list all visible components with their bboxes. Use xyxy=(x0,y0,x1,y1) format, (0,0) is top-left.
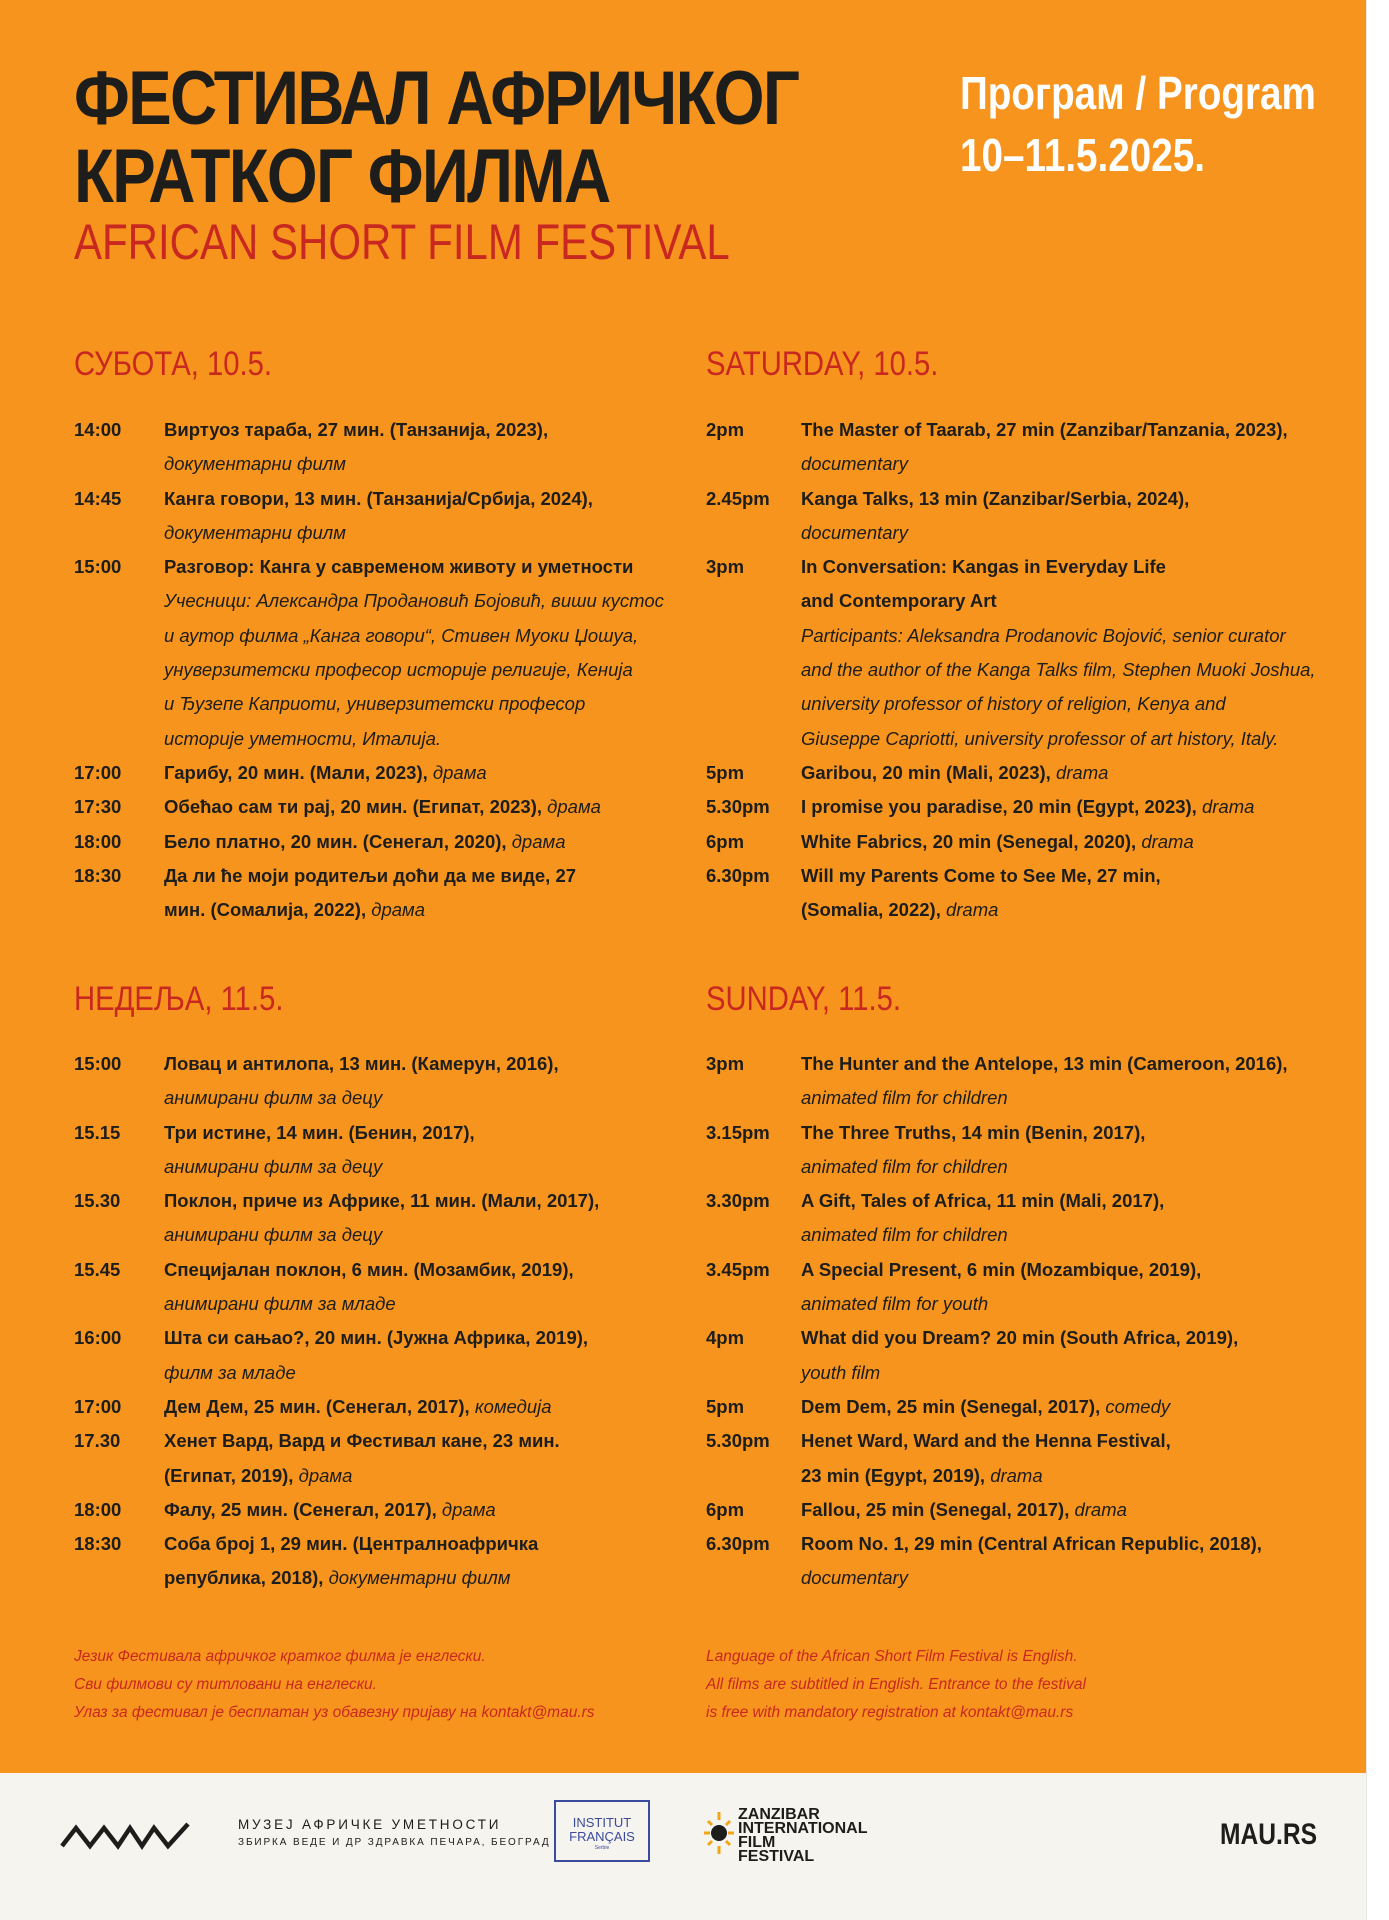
list-item: 3.30pm A Gift, Tales of Africa, 11 min (Mali, 2017), animated film for children xyxy=(706,1190,1165,1246)
list-item: 15.30 Поклон, приче из Африке, 11 мин. (Мали, 2017), анимирани филм за децу xyxy=(74,1190,600,1246)
saturday-heading-en: SATURDAY, 10.5. xyxy=(706,345,939,383)
page-edge xyxy=(1366,0,1389,1920)
list-item: 4pm What did you Dream? 20 min (South Africa, 2019), youth film xyxy=(706,1327,1239,1383)
list-item: 5.30pm I promise you paradise, 20 min (Egypt, 2023), drama xyxy=(706,796,1255,818)
list-item: 3pm In Conversation: Kangas in Everyday Life and Contemporary Art Participants: Aleksandra Prodanovic Bojović, senior curator and the author of the Kanga Talks film, Stephen Muoki Joshua, university professor of history of religion, Kenya and Giuseppe Capriotti, university professor of art history, Italy. xyxy=(706,556,1316,749)
footer xyxy=(0,1773,1366,1920)
zanzibar-film-festival-logo: ZANZIBAR INTERNATIONAL FILM FESTIVAL xyxy=(702,1808,736,1863)
list-item: 6pm Fallou, 25 min (Senegal, 2017), drama xyxy=(706,1498,1127,1520)
list-item: 5pm Dem Dem, 25 min (Senegal, 2017), comedy xyxy=(706,1395,1171,1417)
list-item: 18:30 Да ли ће моји родитељи доћи да ме виде, 27 мин. (Сомалија, 2022), драма xyxy=(74,864,577,921)
program-dates: 10–11.5.2025. xyxy=(960,129,1205,181)
list-item: 17:00 Гарибу, 20 мин. (Мали, 2023), драма xyxy=(74,761,487,783)
website-link[interactable]: MAU.RS xyxy=(1220,1818,1318,1851)
list-item: 18:00 Фалу, 25 мин. (Сенегал, 2017), драма xyxy=(74,1498,496,1520)
program-title: Програм / Program xyxy=(960,67,1316,119)
list-item: 2.45pm Kanga Talks, 13 min (Zanzibar/Serbia, 2024), documentary xyxy=(706,487,1190,543)
museum-name: МУЗЕЈ АФРИЧКЕ УМЕТНОСТИ ЗБИРКА ВЕДЕ И ДР ЗДРАВКА ПЕЧАРА, БЕОГРАД xyxy=(238,1817,551,1848)
list-item: 15:00 Разговор: Канга у савременом животу и уметности Учесници: Александра Продановић Бојовић, виши кустос и аутор филма „Канга говори“, Стивен Муоки Џошуа, унуверзитетски професор историје религије, Кенија и Ђузепе Каприоти, универзитетски професор историје уметности, Италија. xyxy=(74,556,664,749)
list-item: 5pm Garibou, 20 min (Mali, 2023), drama xyxy=(706,761,1109,783)
list-item: 14:45 Канга говори, 13 мин. (Танзанија/Србија, 2024), документарни филм xyxy=(74,487,593,543)
sun-icon xyxy=(702,1808,736,1858)
sunday-heading-en: SUNDAY, 11.5. xyxy=(706,980,902,1018)
title-line-1: ФЕСТИВАЛ АФРИЧКОГ xyxy=(74,56,799,141)
list-item: 16:00 Шта си сањао?, 20 мин. (Јужна Африка, 2019), филм за младе xyxy=(74,1327,589,1383)
festival-title-english: AFRICAN SHORT FILM FESTIVAL xyxy=(74,214,730,270)
title-line-2: КРАТКОГ ФИЛМА xyxy=(74,134,610,219)
festival-title-serbian xyxy=(74,56,799,219)
list-item: 6.30pm Will my Parents Come to See Me, 27 min, (Somalia, 2022), drama xyxy=(706,864,1161,921)
list-item: 6.30pm Room No. 1, 29 min (Central African Republic, 2018), documentary xyxy=(706,1533,1262,1589)
saturday-schedule-en xyxy=(706,413,1346,927)
mau-logo xyxy=(60,1818,190,1857)
list-item: 15.15 Три истине, 14 мин. (Бенин, 2017), анимирани филм за децу xyxy=(74,1121,475,1177)
list-item: 17:30 Обећао сам ти рај, 20 мин. (Египат, 2023), драма xyxy=(74,796,601,818)
list-item: 2pm The Master of Taarab, 27 min (Zanzibar/Tanzania, 2023), documentary xyxy=(706,419,1288,475)
sunday-heading-sr: НЕДЕЉА, 11.5. xyxy=(74,980,284,1018)
list-item: 18:30 Соба број 1, 29 мин. (Централноафричка република, 2018), документарни филм xyxy=(74,1533,539,1589)
list-item: 14:00 Виртуоз тараба, 27 мин. (Танзанија, 2023), документарни филм xyxy=(74,419,549,475)
list-item: 18:00 Бело платно, 20 мин. (Сенегал, 2020), драма xyxy=(74,830,566,852)
list-item: 3.45pm A Special Present, 6 min (Mozambique, 2019), animated film for youth xyxy=(706,1258,1202,1315)
festival-notes-en: Language of the African Short Film Festival is English. All films are subtitled in English. Entrance to the festival is free with mandatory registration at kontakt@mau.rs xyxy=(706,1648,1086,1721)
festival-notes-sr: Језик Фестивала афричког кратког филма је енглески. Сви филмови су титловани на енглески. Улаз за фестивал је бесплатан уз обавезну пријаву на kontakt@mau.rs xyxy=(74,1648,595,1721)
list-item: 3pm The Hunter and the Antelope, 13 min (Cameroon, 2016), animated film for children xyxy=(706,1053,1288,1109)
program-label xyxy=(960,62,1316,186)
list-item: 5.30pm Henet Ward, Ward and the Henna Festival, 23 min (Egypt, 2019), drama xyxy=(706,1430,1171,1486)
sunday-schedule-sr xyxy=(74,1047,674,1596)
saturday-schedule-sr xyxy=(74,413,674,927)
saturday-heading-sr: СУБОТА, 10.5. xyxy=(74,345,273,383)
list-item: 17.30 Хенет Вард, Вард и Фестивал кане, 23 мин. (Египат, 2019), драма xyxy=(74,1430,560,1486)
list-item: 15:00 Ловац и антилопа, 13 мин. (Камерун, 2016), анимирани филм за децу xyxy=(74,1053,559,1109)
list-item: 3.15pm The Three Truths, 14 min (Benin, 2017), animated film for children xyxy=(706,1121,1146,1177)
list-item: 17:00 Дем Дем, 25 мин. (Сенегал, 2017), комедија xyxy=(74,1395,552,1417)
institut-francais-logo: INSTITUT FRANÇAIS Serbie xyxy=(554,1800,650,1862)
list-item: 15.45 Специјалан поклон, 6 мин. (Мозамбик, 2019), анимирани филм за младе xyxy=(74,1258,574,1315)
mau-logo-icon xyxy=(60,1818,190,1852)
list-item: 6pm White Fabrics, 20 min (Senegal, 2020), drama xyxy=(706,830,1194,852)
sunday-schedule-en xyxy=(706,1047,1346,1596)
